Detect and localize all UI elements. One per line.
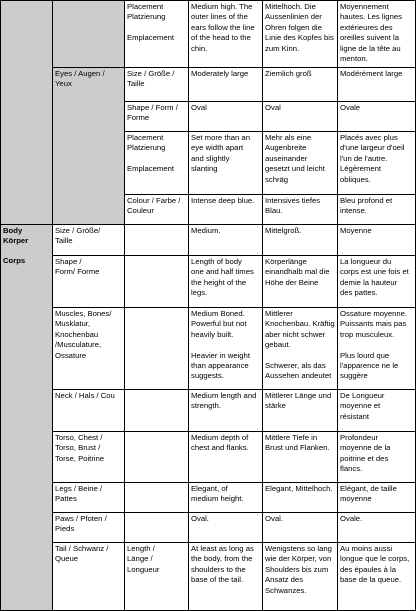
french-cell: Bleu profond et intense.	[340, 196, 393, 216]
grid-hline	[52, 512, 416, 513]
french-cell: Profondeur moyenne de la poitrine et des flancs.	[340, 433, 391, 474]
grid-hline	[124, 194, 416, 195]
french-cell: Ossature moyenne. Puissants mais pas trop musculeux. Plus lourd que l'apparence ne le suggère	[340, 309, 408, 381]
french-cell: Moyennement hautes. Les lignes extérieures des oreilles suivent la ligne de la tête au menton.	[340, 2, 402, 64]
german-cell: Mittlerer Knochenbau. Kräftig aber nicht schwer gebaut. Schwerer, als das Aussehen andeutet	[265, 309, 335, 381]
feature-cell: Neck / Hals / Cou	[55, 391, 115, 400]
german-cell: Mittlerer Länge und stärke	[265, 391, 332, 411]
french-cell: De Longueur moyenne et résistant	[340, 391, 385, 421]
german-cell: Mittlere Tiefe in Brust und Flanken.	[265, 433, 330, 453]
feature-cell: Paws / Pfoten / Pieds	[55, 514, 107, 534]
grid-hline	[52, 431, 416, 432]
english-cell: Medium.	[191, 226, 221, 235]
german-cell: Intensives tiefes Blau.	[265, 196, 321, 216]
english-cell: At least as long as the body, from the shoulders to the base of the tail.	[191, 544, 254, 585]
french-cell: Modérément large	[340, 69, 403, 78]
feature-cell: Torso, Chest / Torso, Brust / Torse, Poitrine	[55, 433, 105, 463]
section-column-shading	[0, 0, 52, 611]
feature-cell: Tail / Schwanz / Queue	[55, 544, 109, 564]
section-label-body	[3, 226, 50, 266]
grid-vline	[262, 0, 263, 611]
grid-hline	[52, 542, 416, 543]
feature-cell: Shape / Form/ Forme	[55, 257, 100, 277]
grid-hline	[52, 482, 416, 483]
english-cell: Moderately large	[191, 69, 249, 78]
sub-feature-cell: Size / Größe / Taille	[127, 69, 175, 89]
english-cell: Medium length and strength.	[191, 391, 257, 411]
german-cell: Wenigstens so lang wie der Körper, von Shoulders bis zum Ansatz des Schwanzes.	[265, 544, 332, 595]
french-cell: Elégant, de taille moyenne	[340, 484, 397, 504]
french-cell: La longueur du corps est une fois et demie la hauteur des pattes.	[340, 257, 409, 298]
german-cell: Körperlänge einandhalb mal die Höhe der Beine	[265, 257, 330, 287]
feature-cell: Muscles, Bones/ Musklatur, Knochenbau /Musculature, Ossature	[55, 309, 112, 360]
french-cell: Ovale	[340, 103, 361, 112]
feature-cell: Eyes / Augen / Yeux	[55, 69, 105, 89]
french-cell: Au moins aussi longue que le corps, des épaules à la base de la queue.	[340, 544, 410, 585]
grid-hline	[124, 101, 416, 102]
grid-hline	[0, 224, 416, 225]
english-cell: Oval.	[191, 514, 209, 523]
sub-feature-cell: Placement Platzierung Emplacement	[127, 133, 174, 174]
grid-hline	[52, 67, 416, 68]
feature-cell: Legs / Beine / Pattes	[55, 484, 103, 504]
english-cell: Medium Boned. Powerful but not heavily built. Heavier in weight than appearance suggests.	[191, 309, 250, 381]
grid-vline	[124, 0, 125, 611]
english-cell: Medium high. The outer lines of the ears follow the line of the head to the chin.	[191, 2, 255, 53]
grid-hline	[52, 307, 416, 308]
sub-feature-cell: Colour / Farbe / Couleur	[127, 196, 181, 216]
sub-feature-cell: Shape / Form / Forme	[127, 103, 178, 123]
sub-feature-cell: Length / Länge / Longueur	[127, 544, 160, 574]
french-cell: Ovale.	[340, 514, 363, 523]
grid-vline	[52, 0, 53, 611]
grid-vline	[337, 0, 338, 611]
grid-hline	[0, 0, 416, 1]
sub-feature-cell: Placement Platzierung Emplacement	[127, 2, 174, 43]
english-cell: Intense deep blue.	[191, 196, 255, 205]
german-cell: Oval.	[265, 514, 283, 523]
english-cell: Medium depth of chest and flanks.	[191, 433, 249, 453]
section-label-body-fr: Corps	[3, 255, 26, 265]
grid-hline	[52, 255, 416, 256]
section-label-body-en: Body	[3, 226, 23, 235]
english-cell: Elegant, of medium height.	[191, 484, 244, 504]
french-cell: Placés avec plus d'une largeur d'oeil l'un de l'autre. Légèrement obliques.	[340, 133, 405, 184]
english-cell: Length of body one and half times the height of the legs.	[191, 257, 254, 298]
feature-cell: Size / Größe/ Taille	[55, 226, 101, 246]
english-cell: Set more than an eye width apart and slightly slanting	[191, 133, 250, 174]
german-cell: Mittelhoch. Die Aussenlinien der Ohren folgen die Linie des Kopfes bis zum Kinn.	[265, 2, 334, 53]
section-label-body-de: Körper	[3, 236, 29, 246]
german-cell: Elegant, Mittelhoch.	[265, 484, 333, 493]
english-cell: Oval	[191, 103, 207, 112]
feature-column-shading	[52, 0, 124, 224]
grid-hline	[52, 389, 416, 390]
french-cell: Moyenne	[340, 226, 372, 235]
german-cell: Ziemlich groß	[265, 69, 312, 78]
german-cell: Mehr als eine Augenbreite auseinander gesetzt und leicht schräg	[265, 133, 325, 184]
grid-hline	[124, 131, 416, 132]
grid-vline	[188, 0, 189, 611]
grid-vline	[0, 0, 1, 611]
german-cell: Mittelgroß.	[265, 226, 302, 235]
german-cell: Oval	[265, 103, 281, 112]
